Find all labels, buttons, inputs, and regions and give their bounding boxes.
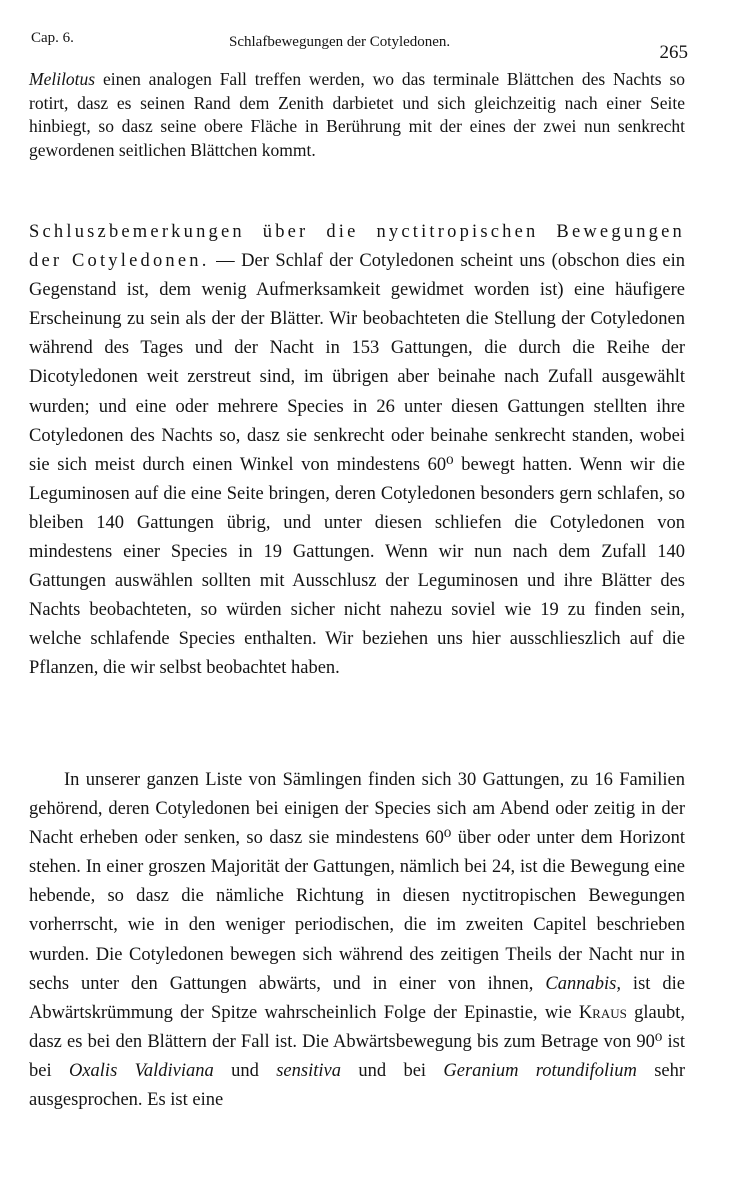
text-run: und bei xyxy=(340,1060,444,1081)
paragraph-text xyxy=(29,218,685,684)
paragraph-text xyxy=(29,68,685,162)
section-heading: Schluszbemerkungen über die nyctitropischen Bewegungen der Cotyledonen. xyxy=(29,222,685,272)
italic-term: Melilotus xyxy=(29,69,96,89)
text-run: ist die Abwärtskrümmung der Spitze wahrscheinlich Folge der Epinastie, wie xyxy=(29,973,685,1023)
text-run: In unserer ganzen Liste von Sämlingen finden sich 30 Gattungen, zu 16 Familien gehörend, deren Cotyledonen bei einigen der Species sich am Abend oder zeitig in der Nacht erheben oder senken, so dasz sie mindestens 60⁰ über oder unter dem Horizont stehen. In einer groszen Majorität der Gattungen, nämlich bei 24, ist die Bewegung eine hebende, so dasz die nämliche Richtung in diesen nyctitropischen Bewegungen vorherrscht, wie in den weniger periodischen, die im zweiten Capitel beschrieben wurden. Die Cotyledonen bewegen sich während des zeitigen Theils der Nacht nur in sechs unter den Gattungen abwärts, und in einer von ihnen, xyxy=(29,770,685,994)
paragraph-melilotus xyxy=(29,68,685,162)
text-run: glaubt, dasz es bei den Blättern der Fall ist. Die Abwärtsbewegung bis zum Betrage von 90⁰ ist bei xyxy=(29,1002,685,1081)
running-title: Schlafbewegungen der Cotyledonen. xyxy=(229,34,451,50)
italic-term: Oxalis Valdiviana xyxy=(68,1060,214,1081)
running-header xyxy=(31,24,688,64)
text-run: sehr ausgesprochen. Es ist eine xyxy=(29,1060,686,1111)
italic-term: Geranium rotundifolium xyxy=(443,1060,637,1081)
text-run: — Der Schlaf der Cotyledonen scheint uns (obschon dies ein Gegenstand ist, dem wenig Aufmerksamkeit gewidmet worden ist) eine häufigere Erscheinung zu sein als der der Blätter. Wir beobachteten die Stellung der Cotyledonen während des Tages und der Nacht in 153 Gattungen, die durch die Reihe der Dicotyledonen weit zerstreut sind, im übrigen aber beinahe nach Zufall ausgewählt wurden; und eine oder mehrere Species in 26 unter diesen Gattungen stellten ihre Cotyledonen des Nachts so, dasz sie senkrecht oder beinahe senkrecht standen, wobei sie sich meist durch einen Winkel von mindestens 60⁰ bewegt hatten. Wenn wir die Leguminosen auf die eine Seite bringen, deren Cotyledonen besonders gern schlafen, so bleiben 140 Gattungen übrig, und unter diesen schliefen die Cotyledonen von mindestens einer Species in 19 Gattungen. Wenn wir nun nach dem Zufall 140 Gattungen auswählen sollten mit Ausschlusz der Leguminosen und ihre Blätter des Nachts beobachteten, so würden sicher nicht nahezu soviel wie 19 zu finden sein, welche schlafende Species enthalten. Wir beziehen uns hier ausschlieszlich auf die Pflanzen, die wir selbst beobachtet haben. xyxy=(29,251,685,679)
paragraph-text xyxy=(29,766,685,1115)
paragraph-seedlings xyxy=(29,766,685,1115)
paragraph-conclusions xyxy=(29,218,685,684)
author-name: Kraus xyxy=(578,1002,627,1023)
text-run: einen analogen Fall treffen werden, wo das terminale Blättchen des Nachts so rotirt, dasz es seinen Rand dem Zenith darbietet und sich gleichzeitig nach einer Seite hinbiegt, so dasz seine obere Fläche in Berührung mit der eines der zwei nun senkrecht gewordenen seitlichen Blättchen kommt. xyxy=(29,69,685,160)
page-number: 265 xyxy=(659,42,688,63)
italic-term: sensitiva xyxy=(276,1060,341,1081)
italic-term: Cannabis, xyxy=(545,973,621,994)
text-run: und xyxy=(213,1060,277,1081)
chapter-label: Cap. 6. xyxy=(31,30,74,46)
